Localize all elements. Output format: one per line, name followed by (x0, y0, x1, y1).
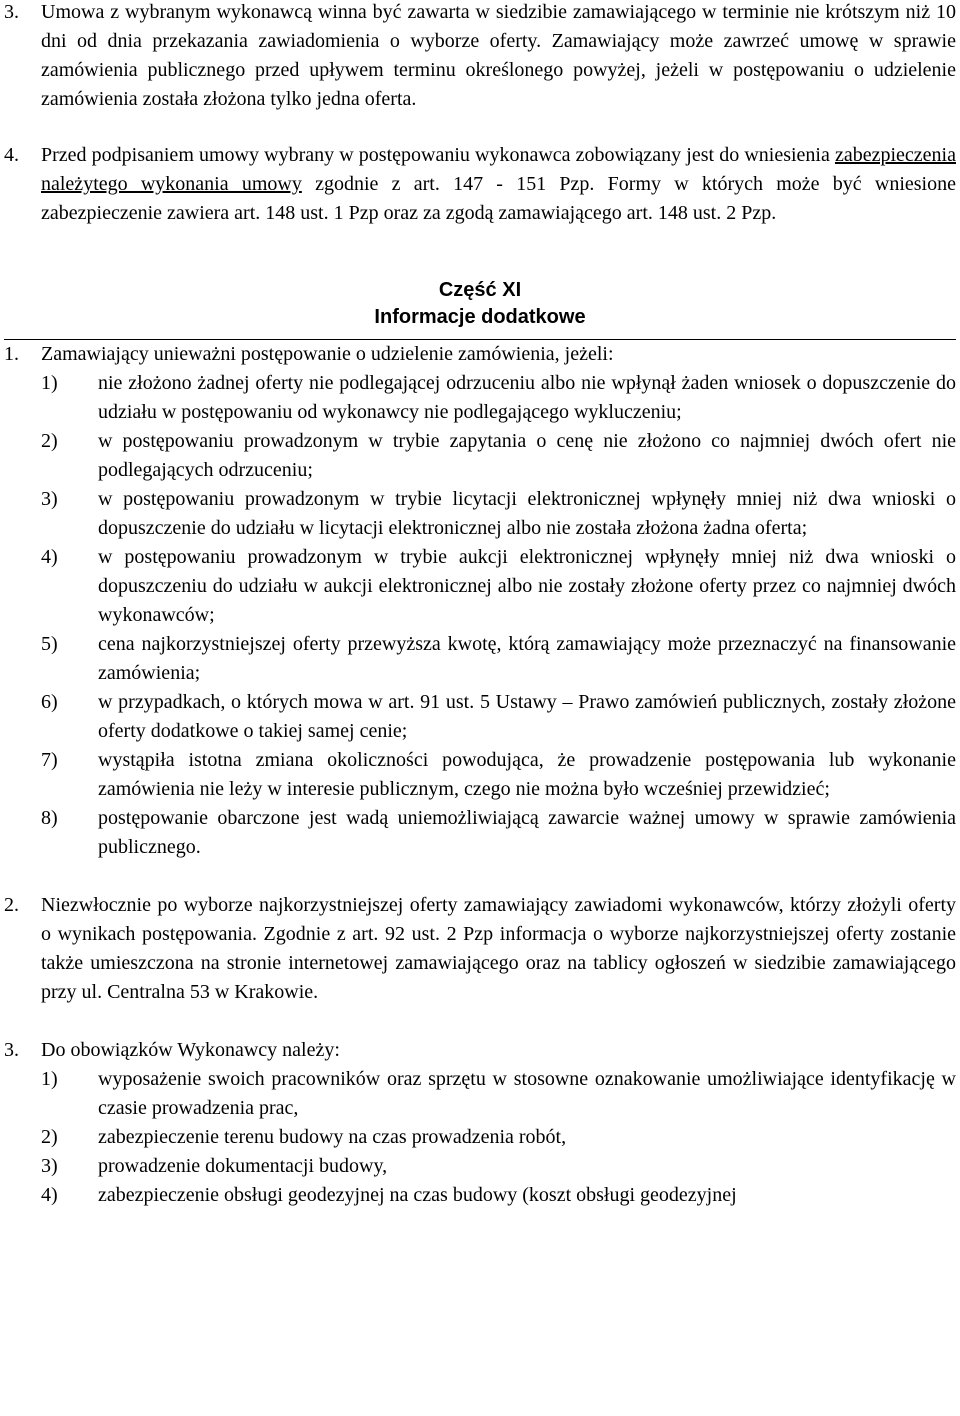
list-item-number: 1) (41, 1068, 58, 1090)
list-item-number: 4) (41, 546, 58, 568)
list-item-text: zabezpieczenie obsługi geodezyjnej na czas budowy (koszt obsługi geodezyjnej (98, 1184, 737, 1206)
list-item-number: 6) (41, 691, 58, 713)
paragraph-text: Umowa z wybranym wykonawcą winna być zawarta w siedzibie zamawiającego w terminie nie krótszym niż 10 dni od dnia przekazania zawiadomienia o wyborze oferty. Zamawiający może zawrzeć umowę w sprawie zamówienia publicznego przed upływem terminu określonego powyżej, jeżeli w postępowaniu o udzielenie zamówienia została złożona tylko jedna oferta. (41, 1, 956, 110)
paragraph-3 (4, 0, 956, 114)
spacer (4, 862, 956, 891)
list-item-text: zabezpieczenie terenu budowy na czas prowadzenia robót, (98, 1126, 567, 1148)
list-item-text: w przypadkach, o których mowa w art. 91 ust. 5 Ustawy – Prawo zamówień publicznych, zostały złożone oferty dodatkowe o takiej samej cenie; (98, 691, 956, 742)
section-title: Część XI (438, 279, 522, 301)
list-item (41, 746, 956, 804)
paragraph-number: 1. (4, 343, 19, 365)
list-item-text: wyposażenie swoich pracowników oraz sprzętu w stosowne oznakowanie umożliwiające identyfikację w czasie prowadzenia prac, (98, 1068, 956, 1119)
paragraph-number: 2. (4, 894, 19, 916)
list-item (41, 630, 956, 688)
list-item (41, 688, 956, 746)
list-item-number: 2) (41, 1126, 58, 1148)
text-segment: Przed podpisaniem umowy wybrany w postępowaniu wykonawca zobowiązany jest do wniesienia (41, 144, 835, 166)
section-item-1 (4, 340, 956, 369)
list-item-number: 7) (41, 749, 58, 771)
spacer (4, 114, 956, 141)
list-item (41, 1123, 956, 1152)
section-item-2 (4, 891, 956, 1007)
list-item-text: w postępowaniu prowadzonym w trybie aukcji elektronicznej wpłynęły mniej niż dwa wnioski o dopuszczeniu do udziału w aukcji elektronicznej albo nie zostały złożone oferty przez co najmniej dwóch wykonawców; (98, 546, 956, 626)
list-item-number: 3) (41, 1155, 58, 1177)
paragraph-intro: Zamawiający unieważni postępowanie o udzielenie zamówienia, jeżeli: (41, 343, 614, 365)
paragraph-number: 3. (4, 1039, 19, 1061)
list-item-text: w postępowaniu prowadzonym w trybie zapytania o cenę nie złożono co najmniej dwóch ofert nie podlegających odrzuceniu; (98, 430, 956, 481)
list-item-text: cena najkorzystniejszej oferty przewyższa kwotę, którą zamawiający może przeznaczyć na finansowanie zamówienia; (98, 633, 956, 684)
document-page (4, 0, 956, 1210)
list-item-number: 2) (41, 430, 58, 452)
list-item (41, 1065, 956, 1123)
list-item (41, 1152, 956, 1181)
list-item-text: wystąpiła istotna zmiana okoliczności powodująca, że prowadzenie postępowania lub wykonanie zamówienia nie leży w interesie publicznym, czego nie można było wcześniej przewidzieć; (98, 749, 956, 800)
list-item (41, 543, 956, 630)
list-item (41, 485, 956, 543)
list-item (41, 369, 956, 427)
list-item (41, 1181, 956, 1210)
paragraph-text (41, 141, 956, 228)
paragraph-text: Niezwłocznie po wyborze najkorzystniejszej oferty zamawiający zawiadomi wykonawców, którzy złożyli oferty o wynikach postępowania. Zgodnie z art. 92 ust. 2 Pzp informacja o wyborze najkorzystniejszej oferty zostanie także umieszczona na stronie internetowej zamawiającego oraz na tablicy ogłoszeń w siedzibie zamawiającego przy ul. Centralna 53 w Krakowie. (41, 894, 956, 1003)
text-segment: zgodnie z art. 147 - 151 Pzp. Formy w których może być wniesione zabezpieczenie zawiera art. 148 ust. 1 Pzp oraz za zgodą zamawiającego art. 148 ust. 2 Pzp. (41, 173, 956, 224)
list-item-number: 4) (41, 1184, 58, 1206)
list-item-number: 8) (41, 807, 58, 829)
section-item-3 (4, 1036, 956, 1065)
list-item-text: prowadzenie dokumentacji budowy, (98, 1155, 388, 1177)
section-heading (4, 277, 956, 331)
list-item-number: 5) (41, 633, 58, 655)
paragraph-intro: Do obowiązków Wykonawcy należy: (41, 1039, 340, 1061)
underlined-term: zabezpieczenia należytego wykonania umowy (41, 144, 956, 195)
list-item-text: w postępowaniu prowadzonym w trybie licytacji elektronicznej wpłynęły mniej niż dwa wnioski o dopuszczenie do udziału w licytacji elektronicznej albo nie została złożona żadna oferta; (98, 488, 956, 539)
list-item (41, 804, 956, 862)
list-item-text: nie złożono żadnej oferty nie podlegającej odrzuceniu albo nie wpłynął żaden wniosek o dopuszczenie do udziału w postępowaniu od wykonawcy nie podlegającego wykluczeniu; (98, 372, 956, 423)
list-item-number: 1) (41, 372, 58, 394)
paragraph-number: 3. (4, 1, 19, 23)
spacer (4, 1007, 956, 1036)
paragraph-4 (4, 141, 956, 228)
paragraph-number: 4. (4, 144, 19, 166)
list-item-number: 3) (41, 488, 58, 510)
list-item-text: postępowanie obarczone jest wadą uniemożliwiającą zawarcie ważnej umowy w sprawie zamówienia publicznego. (98, 807, 956, 858)
list-item (41, 427, 956, 485)
section-subtitle: Informacje dodatkowe (374, 306, 586, 328)
